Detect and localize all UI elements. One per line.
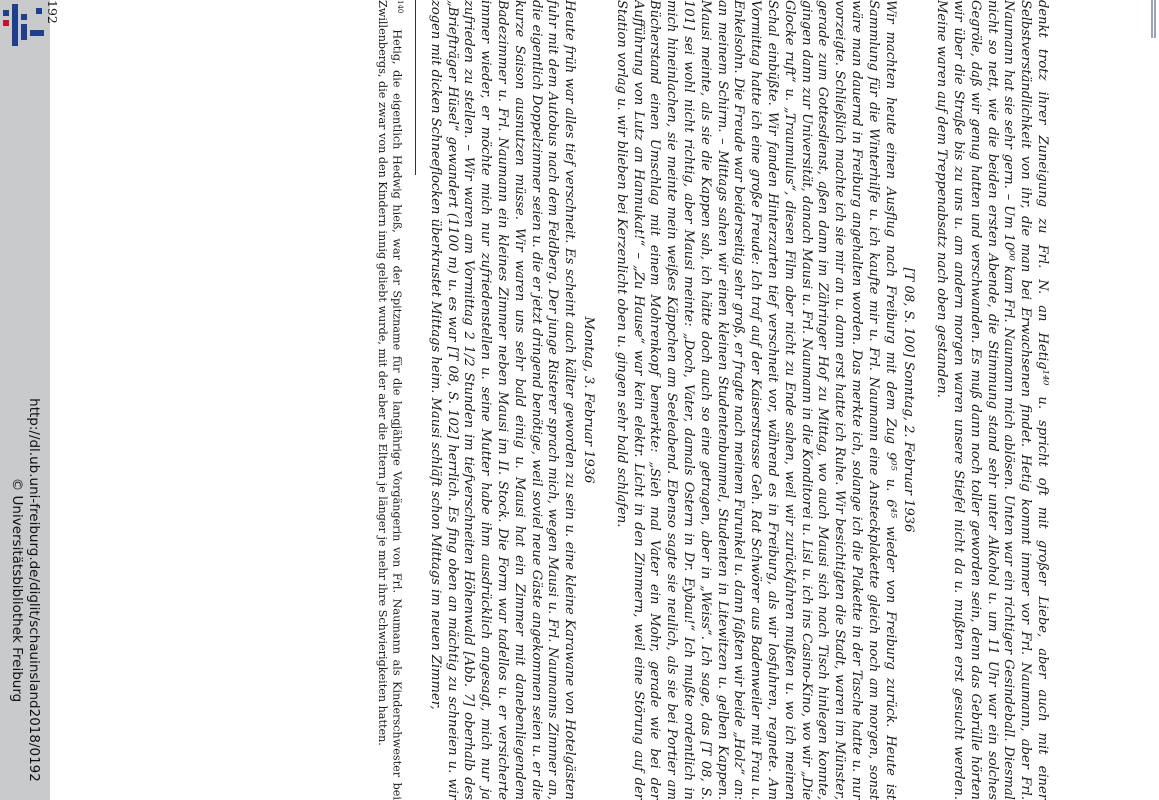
- entry-heading-sunday: [T 08, S. 100] Sonntag, 2. Februar 1936: [901, 267, 917, 533]
- corner-mark-icon: [1149, 0, 1157, 40]
- page-content: [375, 0, 1050, 800]
- paragraph-diary-continuation: denkt trotz ihrer Zuneigung zu Frl. N. an Hetig¹⁴⁰ u. spricht oft mit großer Liebe, aber auch mit einer Selbstverständlichkeit von ihr, die man bei Erwachsenen findet. Hetig kommt immer vor Frl. Naumann, aber Frl. Naumann hat sie sehr gern. – Um 10⁰⁰ kam Frl. Naumann mich ablösen. Unten war ein richtiger Gesindeball. Diesmal nicht so nett, wie die beiden ersten Abende, die Stimmung stand sehr unter Alkohol u. um 11 Uhr war ein solches Gegröle, daß wir genug hatten und verschwanden. Es muß dann noch toller geworden sein, denn das Gebrülle hörten wir über die Straße bis zu uns u. am andern morgen waren unsere Stiefel nicht da u. mußten erst gesucht werden. Meine waren auf dem Treppenabsatz nach oben gestanden.: [934, 0, 1050, 800]
- source-url[interactable]: http://dl.ub.uni-freiburg.de/diglit/schauinsland2018/0192: [26, 398, 42, 782]
- footnote-number: 140: [396, 0, 405, 14]
- copyright-notice: © Universitätsbibliothek Freiburg: [9, 477, 25, 703]
- scanned-page: [10, 0, 1050, 800]
- footnote-text: Hetig, die eigentlich Hedwig hieß, war der Spitzname für die langjährige Vorgängerin von Frl. Naumann als Kinderschwester bei Zwillenbergs, die zwar von den Kindern innig geliebt wurde, mit der aber die Eltern je länger je mehr ihre Schwierigkeiten hatten.: [376, 0, 404, 800]
- paragraph-monday-entry: Heute früh war alles tief verschneit. Es scheint auch kälter geworden zu sein u. eine kleine Karawane von Hotelgästen fuhr mit dem Autobus nach dem Feldberg. Der junge Risterer sprach mich, wegen Mausi u. Frl. Naumanns Zimmer an, die eigentlich Doppelzimmer seien u. die er jetzt dringend benötige, weil soviel neue Gäste angekommen seien u. er die kurze Saison ausnutzen müsse. Wir waren uns sehr bald einig u. Mausi hat ein Zimmer mit danebenliegendem Badezimmer u. Frl. Naumann ein kleines Zimmer neben Mausi im II. Stock. Die Form war tadellos u. er versicherte immer wieder, er möchte mich nur zufriedenstellen u. seine Mutter habe ihm ausdrücklich angesagt, mich nur ja zufrieden zu stellen. – Wir waren am Vormittag 2 1/2 Stunden im tiefverschneiten Höhenwald [Abb. 7] oberhalb des „Briefträger Hüsel“ gewandert (1100 m) u. es war [T 08, S. 102] herrlich. Es fing oben an mächtig zu schneien u. wir zogen mit dicken Schneeflocken überkrustet Mittags heim. Mausi schläft schon Mittags im neuen Zimmer,: [427, 0, 578, 800]
- footnote: [375, 0, 407, 800]
- page-number: 192: [45, 0, 60, 24]
- entry-heading-monday: Montag, 3. Februar 1936: [581, 316, 597, 484]
- paragraph-sunday-entry: Wir machten heute einen Ausflug nach Freiburg mit dem Zug 9⁰⁵ u. 6⁴⁵ wieder von Freiburg zurück. Heute ist Sammlung für die Winterhilfe u. ich kaufte mir u. Frl. Naumann eine Ansteckplakette gleich noch am morgen, sonst wäre man dauernd in Freiburg angehalten worden. Das merkte ich, solange ich die Plakette in der Tasche hatte u. nur vorzeigte. Schließlich machte ich sie mir an u. dann erst hatte ich Ruhe. Wir besichtigten die Stadt, waren im Münster, gerade zum Gottesdienst, aßen dann im Zähringer Hof zu Mittag, wo auch Mausi sich nach Tisch hinlegen konnte, gingen dann zur Universität, danach Mausi u. Frl. Naumann in die Konditorei u. Lisl u. ich ins Casino-Kino, wo wir „Die Glocke ruft“ u. „Traumulus“, diesen Film aber nicht zu Ende sahen, weil wir zurückfahren mußten u. wo ich meinen Schal einbüßte. Wir fanden Hinterzarten tief verschneit vor, während es in Freiburg, als wir losfuhren, regnete. Am Vormittag hatte ich eine große Freude: Ich traf auf der Kaiserstrasse Geh. Rat Schwörer aus Badenweiler mit Frau u. Enkelsohn. Die Freude war beiderseitig sehr groß, er fragte nach meinem Furunkel u. dann faßten wir beide „Holz“ an: an meinem Schirm. – Mittags sahen wir einen kleinen Studentenbummel, Studenten in Litewitzen u. gelben Kappen. Mausi meinte, als sie die Kappen sah, ich hätte doch auch so eine getragen, aber in „Weiss“. Ich sage, das [T 08, S. 101] sei wohl nicht richtig, aber Mausi meinte: „Doch, Vater, damals Ostern in Dr. Eybau!“ Ich mußte ordentlich in mich hineinlachen, sie meinte mein weißes Käppchen am Seeleabend. Ebenso sagte sie neulich, als sie bei Portier am Bücherstand einen Umschlag mit einem Mohrenkopf bemerkte: „Sieh mal Vater ein Mohr, gerade wie bei der Aufführung von Lutz an Hannukat!“ – „Zu Hause“ war kein elektr. Licht in den Zimmern, weil eine Störung auf der Station vorlag u. wir blieben bei Kerzenlicht oben u. gingen sehr bald schlafen.: [613, 0, 898, 800]
- footnote-divider: [415, 0, 416, 175]
